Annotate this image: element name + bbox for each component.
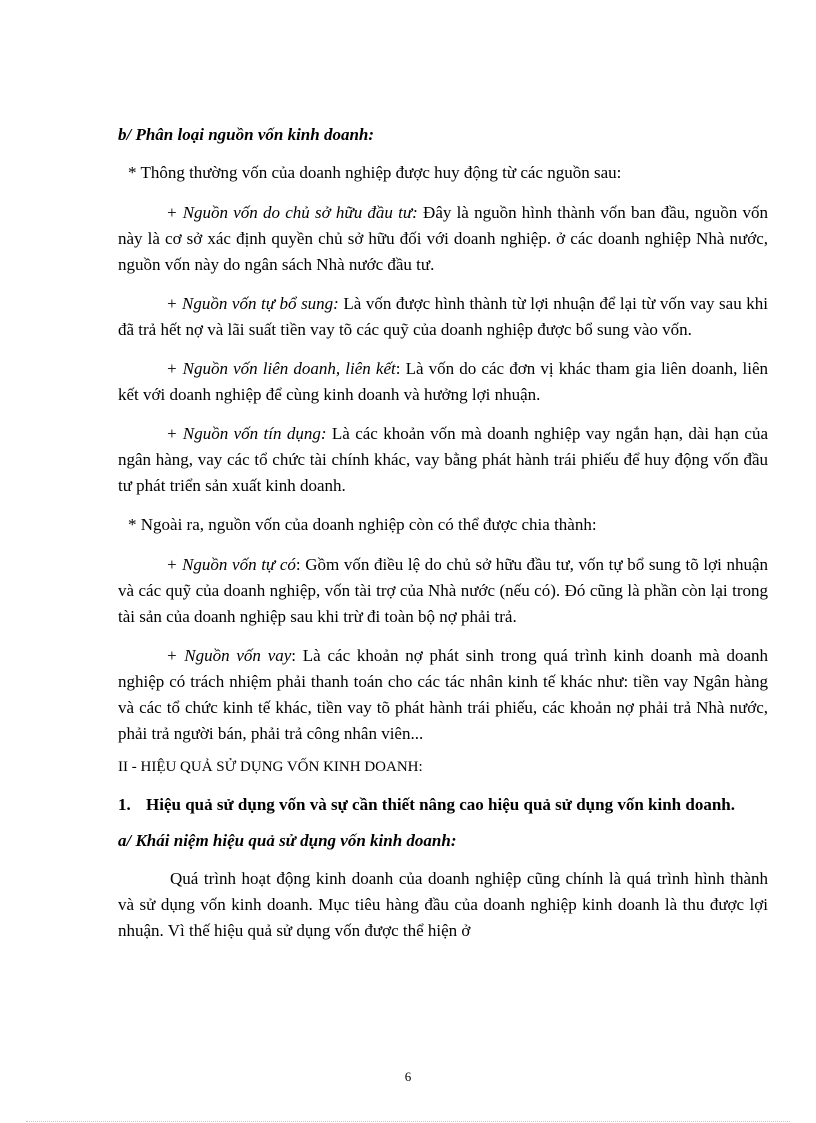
section-heading-b: b/ Phân loại nguồn vốn kinh doanh:	[118, 125, 375, 144]
item-text: Là các khoản vốn mà doanh nghiệp vay ngắn hạn, dài hạn của ngân hàng, vay các tổ chức tài chính khác, vay bằng phát hành trái phiếu để huy động vốn đầu tư phát triển sản xuất kinh doanh.	[118, 424, 768, 495]
item-text: : Là các khoản nợ phát sinh trong quá trình kinh doanh mà doanh nghiệp có trách nhiệm phải thanh toán cho các tác nhân kinh tế khác như: tiền vay Ngân hàng và các tổ chức kinh tế khác, tiền vay tõ phát hành trái phiếu, các khoản nợ phải trả Nhà nước, phải trả người bán, phải trả công nhân viên...	[118, 646, 768, 743]
body-paragraph: Quá trình hoạt động kinh doanh của doanh nghiệp cũng chính là quá trình hình thành và sử dụng vốn kinh doanh. Mục tiêu hàng đầu của doanh nghiệp kinh doanh là thu được lợi nhuận. Vì thế hiệu quả sử dụng vốn được thể hiện ở	[118, 869, 768, 940]
item-lead: + Nguồn vốn tự có	[166, 555, 296, 574]
list-item	[118, 200, 768, 278]
item-text: : Gồm vốn điều lệ do chủ sở hữu đầu tư, vốn tự bổ sung tõ lợi nhuận và các quỹ của doanh nghiệp, vốn tài trợ của Nhà nước (nếu có). Đó cũng là phần còn lại trong tài sản của doanh nghiệp sau khi trừ đi toàn bộ nợ phải trả.	[118, 555, 768, 626]
item-lead: + Nguồn vốn liên doanh, liên kết	[166, 359, 396, 378]
list-item	[118, 643, 768, 747]
list-item	[118, 356, 768, 408]
item-text: : Là vốn do các đơn vị khác tham gia liên doanh, liên kết với doanh nghiệp để cùng kinh doanh và hưởng lợi nhuận.	[118, 359, 769, 404]
page-content	[118, 122, 768, 944]
heading-number: 1.	[118, 795, 131, 814]
list-item	[118, 291, 768, 343]
heading-text: Hiệu quả sử dụng vốn và sự cần thiết nâng cao hiệu quả sử dụng vốn kinh doanh.	[146, 795, 735, 814]
section-heading-a: a/ Khái niệm hiệu quả sử dụng vốn kinh doanh:	[118, 831, 457, 850]
section-heading-ii: II - HIỆU QUẢ SỬ DỤNG VỐN KINH DOANH:	[118, 759, 423, 775]
intro-paragraph-1: * Thông thường vốn của doanh nghiệp được huy động từ các nguồn sau:	[128, 163, 622, 182]
item-text: Đây là nguồn hình thành vốn ban đầu, nguồn vốn này là cơ sở xác định quyền chủ sở hữu đối với doanh nghiệp. ở các doanh nghiệp Nhà nước, nguồn vốn này do ngân sách Nhà nước đầu tư.	[118, 203, 768, 274]
item-text: Là vốn được hình thành từ lợi nhuận để lại từ vốn vay sau khi đã trả hết nợ và lãi suất tiền vay tõ các quỹ của doanh nghiệp được bổ sung vào vốn.	[118, 294, 768, 339]
list-item	[118, 552, 768, 630]
numbered-heading	[118, 792, 768, 818]
page-bottom-divider	[26, 1121, 790, 1122]
page-number: 6	[404, 1069, 412, 1084]
item-lead: + Nguồn vốn do chủ sở hữu đầu tư:	[166, 203, 418, 222]
item-lead: + Nguồn vốn tự bổ sung:	[166, 294, 339, 313]
item-lead: + Nguồn vốn vay	[166, 646, 292, 665]
intro-paragraph-2: * Ngoài ra, nguồn vốn của doanh nghiệp còn có thể được chia thành:	[128, 515, 597, 534]
item-lead: + Nguồn vốn tín dụng:	[166, 424, 327, 443]
list-item	[118, 421, 768, 499]
